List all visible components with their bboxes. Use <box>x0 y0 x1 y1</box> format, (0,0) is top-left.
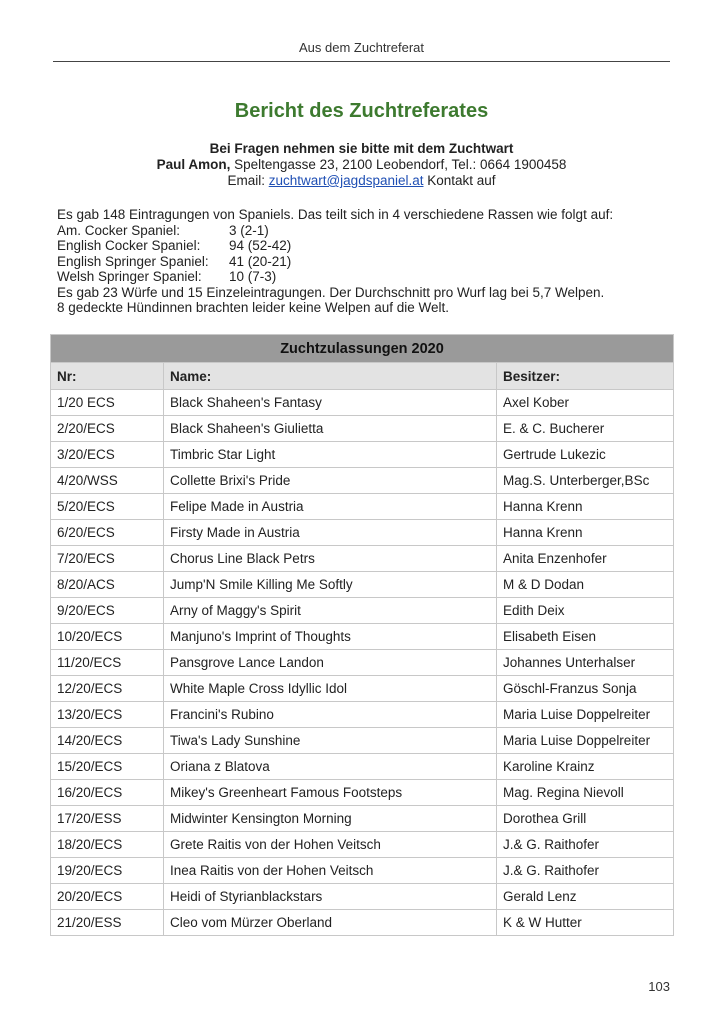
cell-owner: J.& G. Raithofer <box>497 858 674 884</box>
cell-owner: Dorothea Grill <box>497 806 674 832</box>
cell-owner: Gertrude Lukezic <box>497 442 674 468</box>
contact-address-line <box>53 157 670 173</box>
breed-name: English Cocker Spaniel: <box>57 238 201 253</box>
cell-name: Inea Raitis von der Hohen Veitsch <box>164 858 497 884</box>
cell-owner: Hanna Krenn <box>497 494 674 520</box>
breeding-approvals-table <box>50 334 674 936</box>
cell-owner: Mag.S. Unterberger,BSc <box>497 468 674 494</box>
cell-name: Chorus Line Black Petrs <box>164 546 497 572</box>
cell-name: Black Shaheen's Fantasy <box>164 390 497 416</box>
cell-owner: Elisabeth Eisen <box>497 624 674 650</box>
table-row <box>51 468 674 494</box>
cell-name: Felipe Made in Austria <box>164 494 497 520</box>
cell-name: Cleo vom Mürzer Oberland <box>164 910 497 936</box>
cell-name: Francini's Rubino <box>164 702 497 728</box>
cell-name: Tiwa's Lady Sunshine <box>164 728 497 754</box>
breed-count: 41 (20-21) <box>229 253 292 269</box>
cell-nr: 17/20/ESS <box>51 806 164 832</box>
cell-owner: Edith Deix <box>497 598 674 624</box>
cell-nr: 19/20/ECS <box>51 858 164 884</box>
table-row <box>51 910 674 936</box>
breed-count: 3 (2-1) <box>229 222 269 238</box>
cell-owner: Hanna Krenn <box>497 520 674 546</box>
breed-count: 94 (52-42) <box>229 238 292 253</box>
page-title: Bericht des Zuchtreferates <box>234 100 489 122</box>
cell-nr: 4/20/WSS <box>51 468 164 494</box>
table-row <box>51 624 674 650</box>
cell-nr: 5/20/ECS <box>51 494 164 520</box>
intro-summary: Es gab 148 Eintragungen von Spaniels. Das teilt sich in 4 verschiedene Rassen wie folgt auf: <box>57 207 614 222</box>
table-row <box>51 832 674 858</box>
table-row <box>51 858 674 884</box>
header-nr: Nr: <box>51 363 164 390</box>
cell-name: Heidi of Styrianblackstars <box>164 884 497 910</box>
cell-nr: 6/20/ECS <box>51 520 164 546</box>
cell-nr: 12/20/ECS <box>51 676 164 702</box>
cell-nr: 1/20 ECS <box>51 390 164 416</box>
cell-owner: M & D Dodan <box>497 572 674 598</box>
table-row <box>51 676 674 702</box>
email-label: Email: <box>227 173 269 188</box>
breed-name: Am. Cocker Spaniel: <box>57 222 181 238</box>
cell-nr: 11/20/ECS <box>51 650 164 676</box>
cell-nr: 2/20/ECS <box>51 416 164 442</box>
cell-owner: Göschl-Franzus Sonja <box>497 676 674 702</box>
header-divider <box>53 61 670 62</box>
cell-name: White Maple Cross Idyllic Idol <box>164 676 497 702</box>
cell-nr: 20/20/ECS <box>51 884 164 910</box>
cell-name: Jump'N Smile Killing Me Softly <box>164 572 497 598</box>
cell-nr: 15/20/ECS <box>51 754 164 780</box>
cell-nr: 16/20/ECS <box>51 780 164 806</box>
intro-no-puppies: 8 gedeckte Hündinnen brachten leider keine Welpen auf die Welt. <box>57 300 450 315</box>
table-row <box>51 728 674 754</box>
breed-name: English Springer Spaniel: <box>57 253 209 269</box>
table-row <box>51 546 674 572</box>
cell-name: Black Shaheen's Giulietta <box>164 416 497 442</box>
cell-name: Timbric Star Light <box>164 442 497 468</box>
table-row <box>51 780 674 806</box>
breed-row <box>57 254 677 270</box>
table-row <box>51 650 674 676</box>
table-row <box>51 598 674 624</box>
cell-owner: Anita Enzenhofer <box>497 546 674 572</box>
contact-name: Paul Amon, <box>156 157 231 172</box>
breed-row <box>57 223 677 239</box>
table-row <box>51 416 674 442</box>
cell-owner: E. & C. Bucherer <box>497 416 674 442</box>
page-number: 103 <box>648 979 670 994</box>
cell-nr: 18/20/ECS <box>51 832 164 858</box>
header-owner: Besitzer: <box>497 363 674 390</box>
breed-row <box>57 269 677 285</box>
table-row <box>51 806 674 832</box>
email-suffix: Kontakt auf <box>423 173 496 188</box>
table-caption-row <box>51 335 674 363</box>
cell-owner: Axel Kober <box>497 390 674 416</box>
table-header-row <box>51 363 674 390</box>
cell-owner: Gerald Lenz <box>497 884 674 910</box>
cell-name: Grete Raitis von der Hohen Veitsch <box>164 832 497 858</box>
cell-owner: Maria Luise Doppelreiter <box>497 728 674 754</box>
table-row <box>51 884 674 910</box>
intro-text <box>57 207 677 316</box>
cell-name: Midwinter Kensington Morning <box>164 806 497 832</box>
cell-name: Pansgrove Lance Landon <box>164 650 497 676</box>
header-name: Name: <box>164 363 497 390</box>
breed-count: 10 (7-3) <box>229 269 277 284</box>
cell-name: Oriana z Blatova <box>164 754 497 780</box>
cell-name: Collette Brixi's Pride <box>164 468 497 494</box>
contact-intro <box>53 141 670 157</box>
cell-nr: 3/20/ECS <box>51 442 164 468</box>
cell-owner: Mag. Regina Nievoll <box>497 780 674 806</box>
breed-name: Welsh Springer Spaniel: <box>57 269 202 284</box>
cell-nr: 7/20/ECS <box>51 546 164 572</box>
cell-nr: 10/20/ECS <box>51 624 164 650</box>
cell-nr: 14/20/ECS <box>51 728 164 754</box>
cell-owner: K & W Hutter <box>497 910 674 936</box>
cell-owner: Johannes Unterhalser <box>497 650 674 676</box>
contact-email-line <box>53 173 670 189</box>
cell-owner: Maria Luise Doppelreiter <box>497 702 674 728</box>
table-row <box>51 702 674 728</box>
table-row <box>51 442 674 468</box>
intro-litters: Es gab 23 Würfe und 15 Einzeleintragungen. Der Durchschnitt pro Wurf lag bei 5,7 Welpen. <box>57 284 605 300</box>
contact-block <box>53 141 670 189</box>
contact-intro-text: Bei Fragen nehmen sie bitte mit dem Zuchtwart <box>209 141 514 156</box>
cell-owner: Karoline Krainz <box>497 754 674 780</box>
table-caption: Zuchtzulassungen 2020 <box>51 335 674 363</box>
breed-row <box>57 238 677 254</box>
email-link[interactable]: zuchtwart@jagdspaniel.at <box>268 173 424 188</box>
table-row <box>51 494 674 520</box>
cell-nr: 8/20/ACS <box>51 572 164 598</box>
table-row <box>51 390 674 416</box>
table-row <box>51 754 674 780</box>
cell-nr: 21/20/ESS <box>51 910 164 936</box>
contact-address: Speltengasse 23, 2100 Leobendorf, Tel.: 0664 1900458 <box>230 157 567 172</box>
cell-nr: 13/20/ECS <box>51 702 164 728</box>
table-row <box>51 520 674 546</box>
cell-owner: J.& G. Raithofer <box>497 832 674 858</box>
running-header: Aus dem Zuchtreferat <box>299 40 424 55</box>
cell-name: Firsty Made in Austria <box>164 520 497 546</box>
cell-name: Arny of Maggy's Spirit <box>164 598 497 624</box>
cell-name: Mikey's Greenheart Famous Footsteps <box>164 780 497 806</box>
cell-name: Manjuno's Imprint of Thoughts <box>164 624 497 650</box>
cell-nr: 9/20/ECS <box>51 598 164 624</box>
table-row <box>51 572 674 598</box>
